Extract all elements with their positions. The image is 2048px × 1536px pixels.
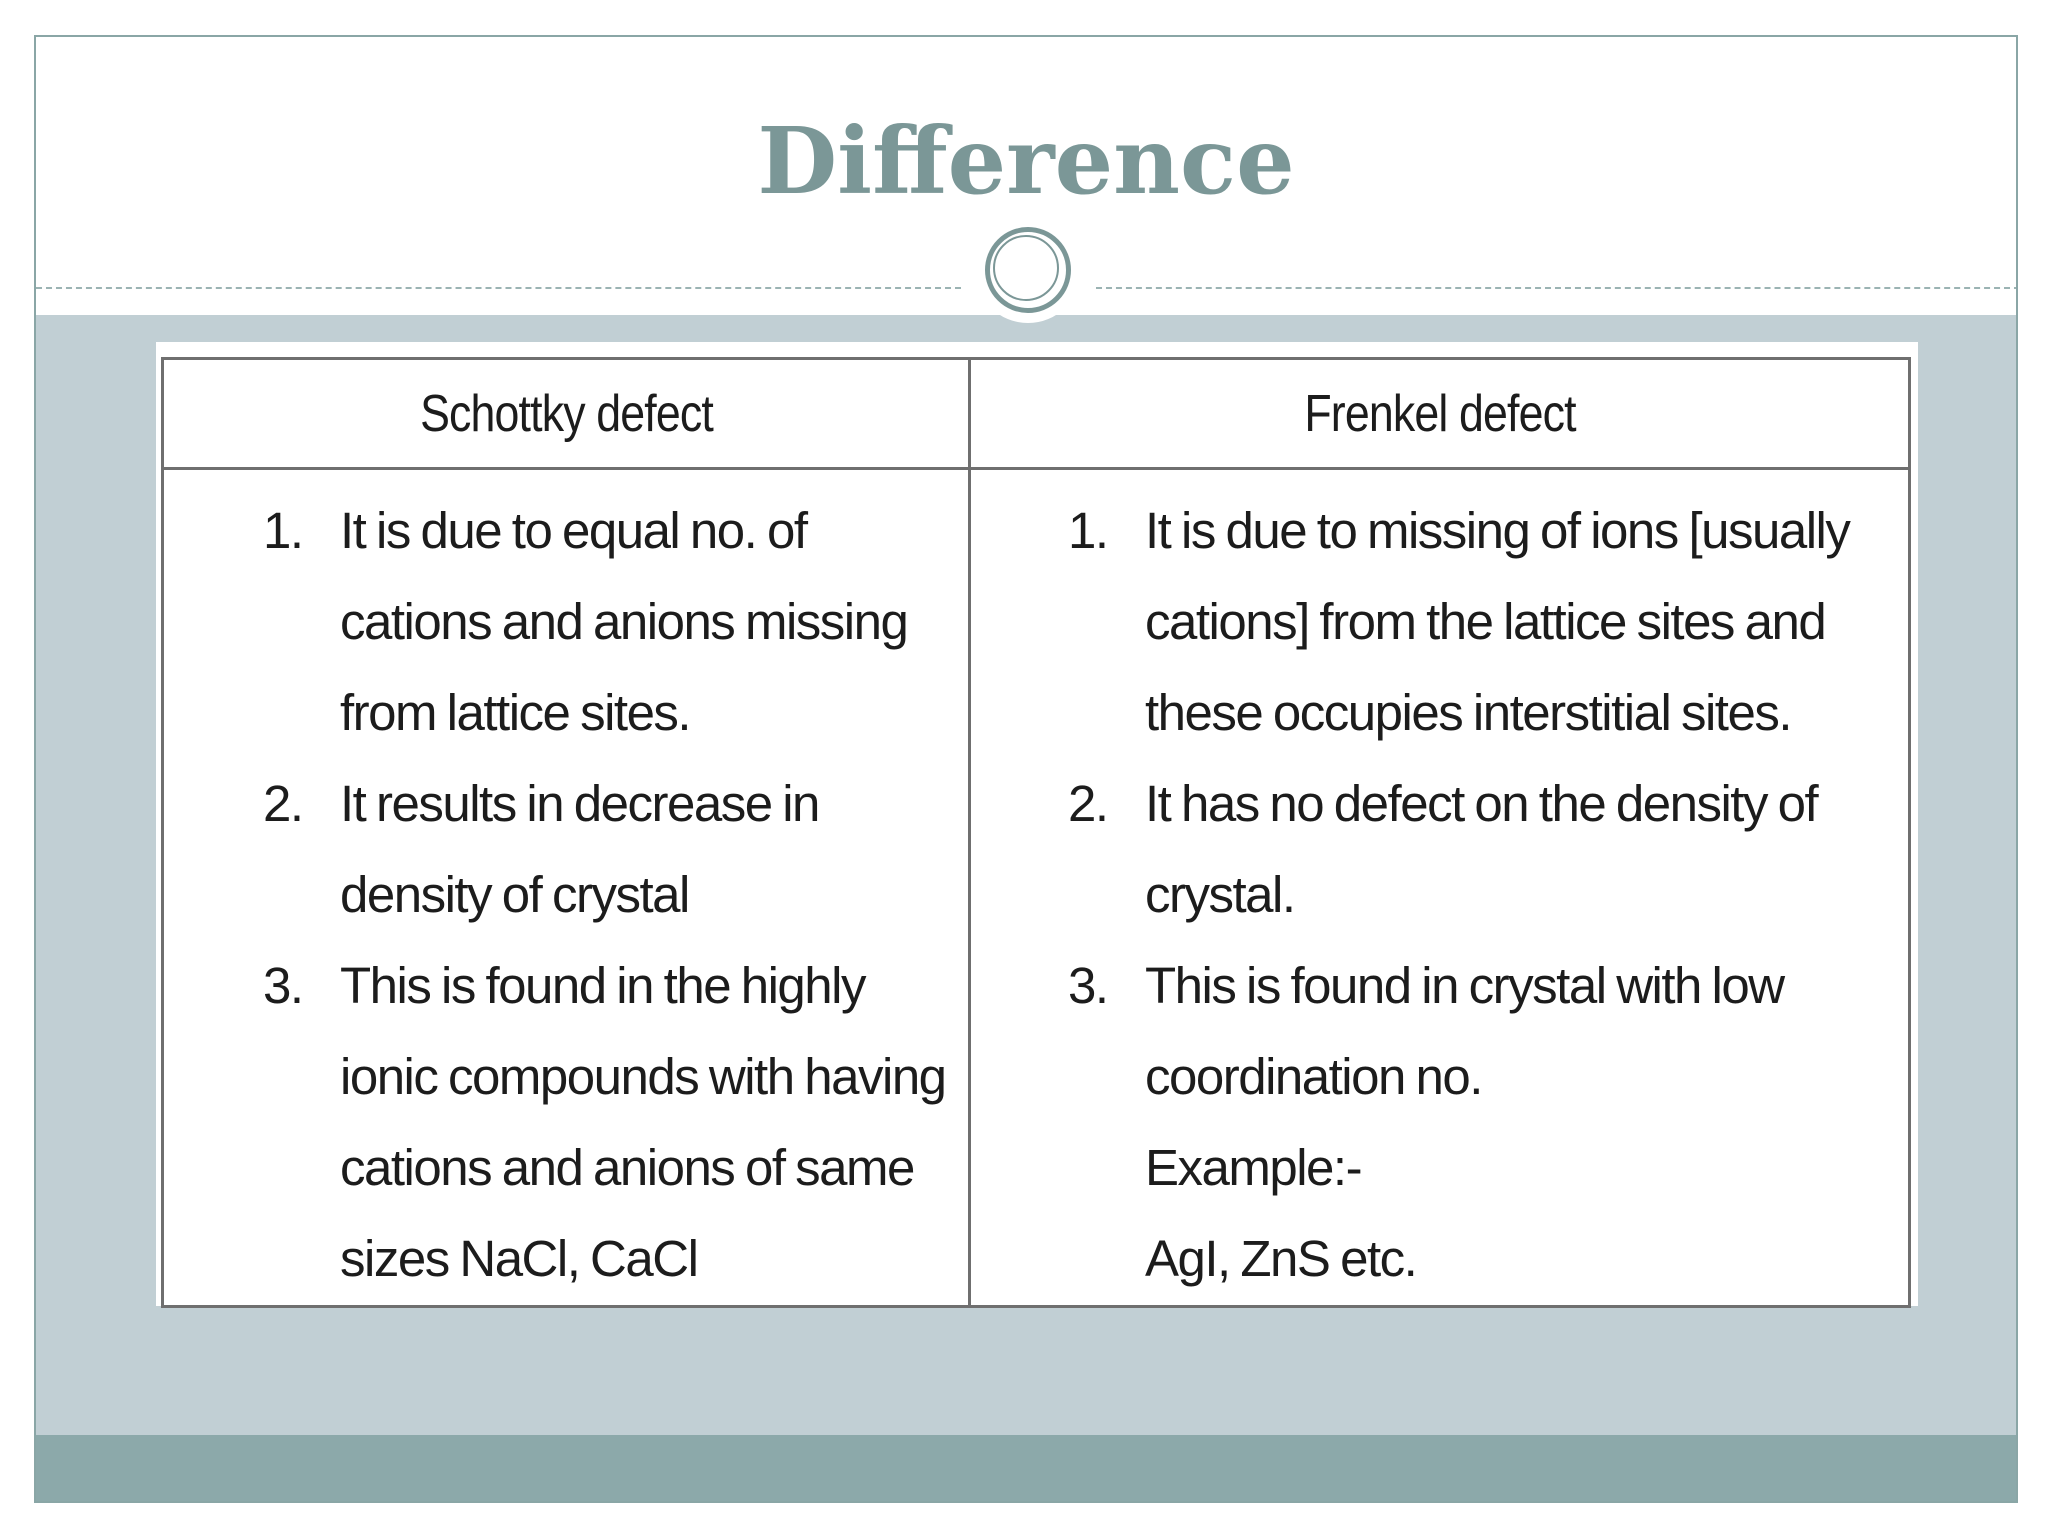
frenkel-cell (970, 469, 1910, 1307)
schottky-cell (163, 469, 970, 1307)
comparison-table (161, 357, 1911, 1308)
header-frenkel: Frenkel defect (1035, 359, 1843, 469)
example-values: AgI, ZnS etc. (1145, 1230, 1417, 1287)
list-text: It has no defect on the density of crystal. (1145, 775, 1818, 923)
comparison-table-image (156, 342, 1918, 1306)
list-item (165, 758, 967, 940)
header-schottky: Schottky defect (219, 359, 913, 469)
table-header-row (163, 359, 1910, 469)
list-item (972, 940, 1907, 1122)
slide-title: Difference (757, 107, 1295, 215)
list-number: 1. (1068, 502, 1108, 559)
table-row (163, 469, 1910, 1307)
title-divider-right (1096, 287, 2018, 289)
circle-ornament-icon (975, 217, 1081, 323)
list-text: It is due to equal no. of cations and anions missing from lattice sites. (340, 502, 908, 741)
example-label: Example:- (1145, 1139, 1362, 1196)
title-divider-left (36, 287, 961, 289)
list-text: This is found in crystal with low coordination no. (1145, 957, 1784, 1105)
list-text: It is due to missing of ions [usually cations] from the lattice sites and these occupies interstitial sites. (1145, 502, 1850, 741)
list-text: This is found in the highly ionic compounds with having cations and anions of same sizes NaCl, CaCl (340, 957, 946, 1287)
footer-band (36, 1435, 2016, 1503)
list-item (972, 758, 1907, 940)
list-item (972, 485, 1907, 758)
list-text: It results in decrease in density of crystal (340, 775, 819, 923)
list-number: 2. (263, 775, 303, 832)
list-item (165, 485, 967, 758)
list-number: 3. (263, 957, 303, 1014)
schottky-list (165, 471, 967, 1304)
frenkel-list (972, 471, 1907, 1122)
list-number: 1. (263, 502, 303, 559)
list-number: 2. (1068, 775, 1108, 832)
slide (34, 35, 2018, 1503)
circle-ring (985, 227, 1071, 313)
list-item (165, 940, 967, 1304)
list-number: 3. (1068, 957, 1108, 1014)
